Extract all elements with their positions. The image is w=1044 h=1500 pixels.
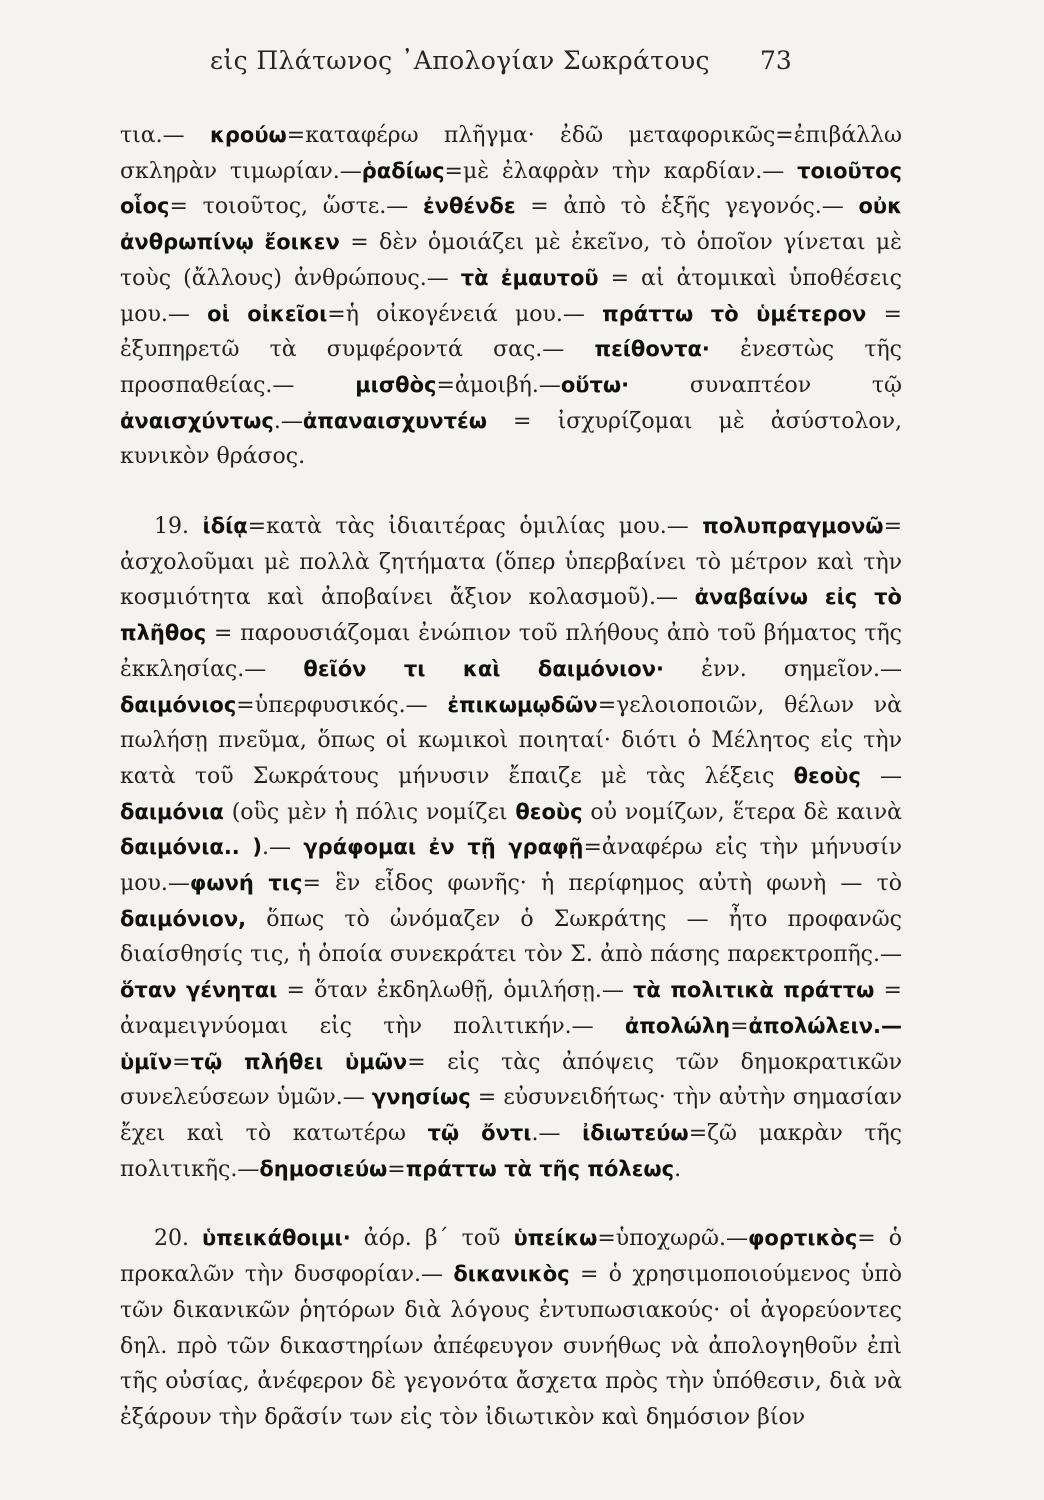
gloss-text: — bbox=[860, 763, 902, 789]
paragraph bbox=[120, 118, 902, 475]
gloss-text: = δὲν ὁμοιάζει μὲ ἐκεῖνο, τὸ ὁποῖον γίνεται μὲ τοὺς (ἄλλους) ἀνθρώπους.— bbox=[120, 230, 902, 291]
gloss-text: = τοιοῦτος, ὥστε.— bbox=[169, 194, 423, 220]
headword: δαιμόνια bbox=[120, 799, 224, 824]
headword: ὅταν γένηται bbox=[120, 978, 278, 1003]
gloss-text: 20. bbox=[154, 1226, 203, 1252]
commentary-text bbox=[120, 118, 902, 1436]
headword: οἱ οἰκεῖοι bbox=[207, 301, 328, 326]
headword: γνησίως bbox=[371, 1085, 471, 1110]
headword: τοιοῦτος οἷος bbox=[120, 158, 902, 219]
headword: τῷ πλήθει ὑμῶν bbox=[190, 1049, 408, 1074]
gloss-text: οὐ νομίζων, ἕτερα δὲ καινὰ bbox=[582, 799, 902, 825]
headword: τὰ πολιτικὰ πράττω bbox=[633, 978, 875, 1003]
gloss-text: = ἓν εἶδος φωνῆς· ἡ περίφημος αὐτὴ φωνὴ — τὸ bbox=[302, 871, 903, 897]
gloss-text: .— bbox=[531, 1120, 583, 1146]
headword: δημοσιεύω bbox=[259, 1156, 388, 1181]
gloss-text: = ὁ χρησιμοποιούμενος ὑπὸ τῶν δικανικῶν ῥητόρων διὰ λόγους ἐντυπωσιακούς· οἱ ἀγορεύοντες δηλ. πρὸ τῶν δικαστηρίων ἀπέφευγον συνήθως νὰ ἀπολογηθοῦν ἐπὶ τῆς οὐσίας, ἀνέφερον δὲ γεγονότα ἄσχετα πρὸς τὴν ὑπόθεσιν, διὰ νὰ ἐξάρουν τὴν δρᾶσίν των εἰς τὸν ἰδιωτικὸν καὶ δημόσιον βίον bbox=[120, 1262, 902, 1430]
headword: θεοὺς bbox=[515, 799, 583, 824]
gloss-text: = bbox=[172, 1049, 191, 1075]
gloss-text: = bbox=[387, 1156, 406, 1182]
gloss-text: =ζῶ μακρὰν τῆς πολιτικῆς.— bbox=[120, 1120, 903, 1182]
gloss-text: = ἀναμειγνύομαι εἰς τὴν πολιτικήν.— bbox=[120, 978, 902, 1039]
headword: δαιμόνιον, bbox=[120, 906, 247, 931]
headword: οὐκ ἀνθρωπίνῳ ἔοικεν bbox=[120, 194, 903, 255]
headword: τῷ ὄντι bbox=[427, 1120, 532, 1145]
gloss-text: .— bbox=[273, 408, 303, 434]
headword: ὑπεικάθοιμι· bbox=[202, 1226, 351, 1251]
gloss-text: =κατὰ τὰς ἰδιαιτέρας ὁμιλίας μου.— bbox=[247, 514, 703, 540]
headword: φωνή τις bbox=[189, 871, 303, 896]
headword: δικανικὸς bbox=[453, 1262, 570, 1287]
headword: θεῖόν τι καὶ δαιμόνιον· bbox=[303, 656, 665, 681]
headword: ἀναβαίνω εἰς τὸ πλῆθος bbox=[120, 585, 902, 646]
headword: πείθοντα· bbox=[594, 337, 710, 362]
gloss-text: = ὅταν ἐκδηλωθῇ, ὁμιλήσῃ.— bbox=[277, 978, 633, 1004]
gloss-text: =ὑπερφυσικός.— bbox=[236, 692, 448, 718]
gloss-text: = εἰς τὰς ἀπόψεις τῶν δημοκρατικῶν συνελεύσεων ὑμῶν.— bbox=[120, 1049, 902, 1111]
headword: ἀπολώλειν.— ὑμῖν bbox=[120, 1013, 902, 1074]
headword: δαιμόνιος bbox=[120, 692, 237, 717]
gloss-text: =καταφέρω πλῆγμα· ἐδῶ μεταφορικῶς=ἐπιβάλλω σκληρὰν τιμωρίαν.— bbox=[120, 123, 903, 184]
headword: μισθὸς bbox=[355, 372, 437, 397]
gloss-text: . bbox=[674, 1156, 682, 1182]
headword: ἀπαναισχυντέω bbox=[302, 408, 487, 433]
gloss-text: = ἀσχολοῦμαι μὲ πολλὰ ζητήματα (ὅπερ ὑπερβαίνει τὸ μέτρον καὶ τὴν κοσμιότητα καὶ ἀποβαίνει ἄξιον κολασμοῦ).— bbox=[120, 514, 902, 611]
headword: πράττω τὰ τῆς πόλεως bbox=[405, 1156, 675, 1181]
gloss-text: =ἀναφέρω εἰς τὴν μήνυσίν μου.— bbox=[120, 835, 902, 897]
gloss-text: = ἀπὸ τὸ ἑξῆς γεγονός.— bbox=[515, 194, 859, 220]
headword: πράττω τὸ ὑμέτερον bbox=[602, 301, 867, 326]
gloss-text: = ὁ προκαλῶν τὴν δυσφορίαν.— bbox=[120, 1226, 903, 1288]
headword: ἰδιωτεύω bbox=[582, 1120, 689, 1145]
gloss-text: = παρουσιάζομαι ἐνώπιον τοῦ πλήθους ἀπὸ τοῦ βήματος τῆς ἐκκλησίας.— bbox=[120, 621, 902, 682]
gloss-text: ἐνεστὼς τῆς προσπαθείας.— bbox=[120, 337, 902, 398]
paragraph bbox=[120, 509, 902, 1187]
headword: θεοὺς bbox=[793, 763, 861, 788]
running-title: εἰς Πλάτωνος ᾿Απολογίαν Σωκράτους bbox=[210, 46, 710, 75]
headword: ἀναισχύντως bbox=[120, 408, 274, 433]
page-header bbox=[0, 46, 1044, 86]
headword: δαιμόνια.. ) bbox=[120, 835, 263, 860]
headword: ἐνθένδε bbox=[422, 194, 516, 219]
headword: πολυπραγμονῶ bbox=[702, 514, 884, 539]
gloss-text: =ἡ οἰκογένειά μου.— bbox=[327, 301, 603, 327]
gloss-text: = ἐξυπηρετῶ τὰ συμφέροντά σας.— bbox=[120, 301, 902, 363]
gloss-text: = bbox=[730, 1013, 749, 1039]
gloss-text: =γελοιοποιῶν, θέλων νὰ πωλήσῃ πνεῦμα, ὅπως οἱ κωμικοὶ ποιηταί· διότι ὁ Μέλητος εἰς τὴν κατὰ τοῦ Σωκράτους μήνυσιν ἔπαιζε μὲ τὰς λέξεις bbox=[120, 692, 902, 789]
gloss-text: = ἰσχυρίζομαι μὲ ἀσύστολον, κυνικὸν θράσος. bbox=[120, 408, 902, 470]
gloss-text: ἐνν. σημεῖον.— bbox=[664, 656, 902, 682]
gloss-text: ἀόρ. β΄ τοῦ bbox=[350, 1226, 514, 1252]
gloss-text: =ὑποχωρῶ.— bbox=[597, 1226, 748, 1252]
headword: ἐπικωμῳδῶν bbox=[447, 692, 598, 717]
gloss-text: 19. bbox=[154, 514, 203, 540]
gloss-text: ὅπως τὸ ὠνόμαζεν ὁ Σωκράτης — ἦτο προφανῶς διαίσθησίς τις, ἡ ὁποία συνεκράτει τὸν Σ. ἀπὸ πάσης παρεκτροπῆς.— bbox=[120, 906, 902, 968]
gloss-text: = εὐσυνειδήτως· τὴν αὐτὴν σημασίαν ἔχει καὶ τὸ κατωτέρω bbox=[120, 1085, 903, 1146]
gloss-text: τια.— bbox=[120, 123, 210, 148]
headword: ῥαδίως bbox=[361, 158, 445, 183]
headword: κρούω bbox=[209, 123, 287, 147]
headword: φορτικὸς bbox=[748, 1226, 858, 1251]
gloss-text: συναπτέον τῷ bbox=[629, 372, 903, 398]
headword: γράφομαι ἐν τῇ γραφῇ bbox=[303, 835, 584, 860]
headword: τὰ ἐμαυτοῦ bbox=[460, 265, 599, 290]
headword: ἰδίᾳ bbox=[202, 514, 248, 539]
gloss-text: =μὲ ἐλαφρὰν τὴν καρδίαν.— bbox=[444, 158, 798, 184]
gloss-text: (οὓς μὲν ἡ πόλις νομίζει bbox=[223, 799, 516, 825]
paragraph bbox=[120, 1221, 902, 1435]
gloss-text: .— bbox=[262, 835, 304, 861]
gloss-text: = αἱ ἀτομικαὶ ὑποθέσεις μου.— bbox=[120, 265, 902, 327]
headword: ἀπολώλη bbox=[624, 1013, 731, 1038]
page-number: 73 bbox=[760, 46, 792, 75]
gloss-text: =ἀμοιβή.— bbox=[436, 372, 561, 398]
headword: οὕτω· bbox=[560, 372, 630, 397]
headword: ὑπείκω bbox=[513, 1226, 598, 1251]
